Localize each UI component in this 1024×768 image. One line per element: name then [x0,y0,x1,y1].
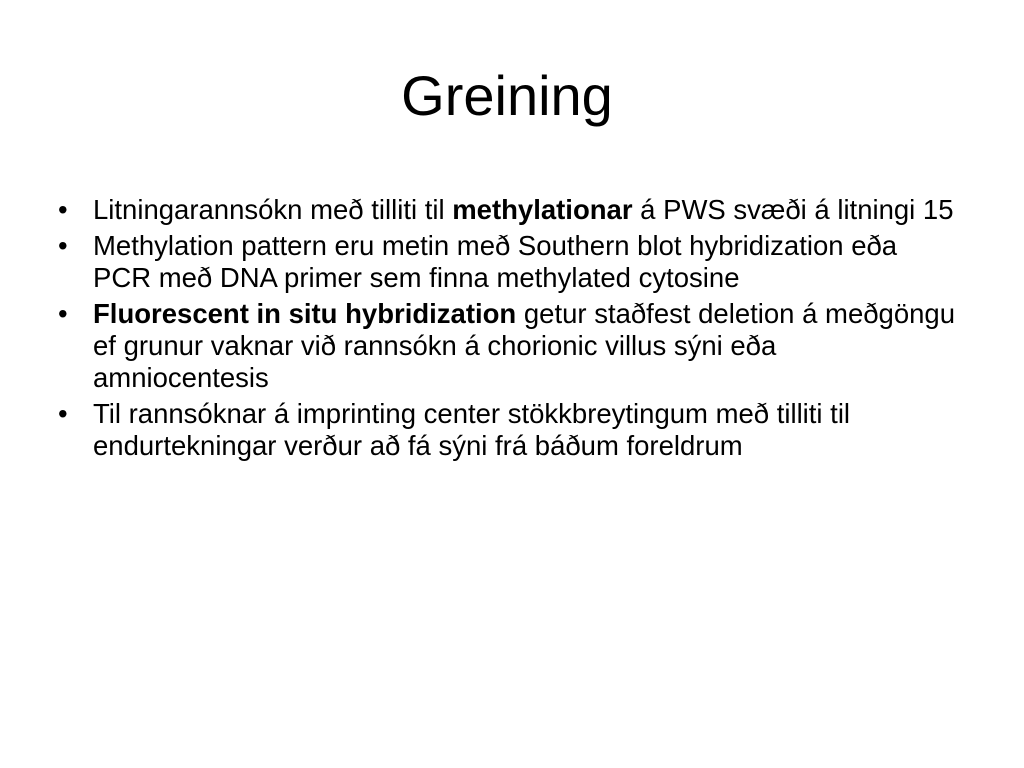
bullet-item [58,298,958,394]
bullet-text-pre: Til rannsóknar á imprinting center stökkbreytingum með tilliti til endurtekningar verður að fá sýni frá báðum foreldrum [93,398,851,461]
bullet-text-bold: Fluorescent in situ hybridization [93,298,517,329]
bullet-item [58,398,958,462]
bullet-list [58,194,958,466]
bullet-text [93,194,954,225]
bullet-text [93,398,850,461]
bullet-text-post: á PWS svæði á litningi 15 [632,194,954,225]
bullet-icon: • [58,298,68,329]
bullet-text [93,230,897,293]
bullet-item [58,230,958,294]
bullet-icon: • [58,398,68,429]
bullet-icon: • [58,194,68,225]
bullet-text [93,298,955,393]
bullet-icon: • [58,230,68,261]
bullet-text-pre: Litningarannsókn með tilliti til [93,194,453,225]
slide-title: Greining [401,64,613,127]
bullet-text-post: getur staðfest deletion á meðgöngu ef grunur vaknar við rannsókn á chorionic villus sýni eða amniocentesis [93,298,956,393]
bullet-item [58,194,958,226]
bullet-text-pre: Methylation pattern eru metin með Southern blot hybridization eða PCR með DNA primer sem finna methylated cytosine [93,230,898,293]
bullet-text-bold: methylationar [452,194,633,225]
